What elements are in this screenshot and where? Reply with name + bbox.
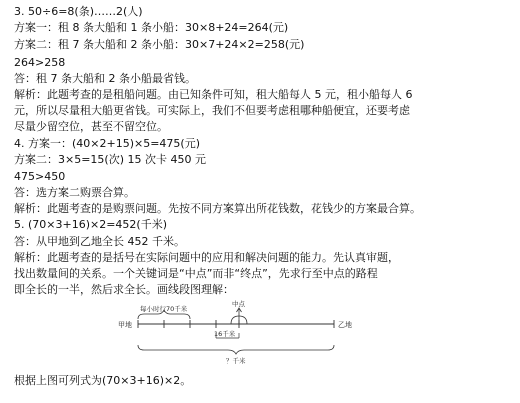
total-brace: [138, 345, 334, 354]
footer-line: 根据上图可列式为(70×3+16)×2。: [14, 374, 192, 387]
extra-label: 16千米: [214, 330, 236, 338]
text-line: 答：租 7 条大船和 2 条小船最省钱。: [14, 72, 196, 85]
text-line: 264>258: [14, 56, 66, 69]
text-line: 尽量少留空位，甚至不留空位。: [14, 120, 168, 133]
text-line: 解析：此题考查的是括号在实际问题中的应用和解决问题的能力。先认真审题，: [14, 251, 399, 264]
speed-label: 每小时行70千米: [140, 305, 188, 313]
text-line: 答：从甲地到乙地全长 452 千米。: [14, 235, 185, 248]
text-line: 4. 方案一：(40×2+15)×5=475(元): [14, 137, 201, 150]
text-line: 方案二：租 7 条大船和 2 条小船：30×7+24×2=258(元): [14, 38, 305, 51]
start-label: 甲地: [118, 321, 132, 329]
text-line: 方案一：租 8 条大船和 1 条小船：30×8+24=264(元): [14, 21, 289, 34]
total-label: ？千米: [226, 357, 246, 365]
text-line: 方案二：3×5=15(次) 15 次卡 450 元: [14, 153, 206, 166]
end-label: 乙地: [338, 321, 352, 329]
text-line: 475>450: [14, 170, 66, 183]
line-segment-diagram: [118, 297, 418, 365]
text-line: 即全长的一半，然后求全长。画线段图理解：: [14, 283, 234, 296]
text-line: 解析：此题考查的是租船问题。由已知条件可知，租大船每人 5 元，租小船每人 6: [14, 88, 413, 101]
text-line: 5. (70×3+16)×2=452(千米): [14, 218, 168, 231]
text-line: 元，所以尽量租大船更省钱。可实际上，我们不但要考虑租哪种船便宜，还要考虑: [14, 104, 410, 117]
text-line: 3. 50÷6=8(条)……2(人): [14, 5, 143, 18]
text-line: 答：选方案二购票合算。: [14, 186, 135, 199]
midpoint-label: 中点: [232, 300, 245, 308]
text-line: 找出数量间的关系。一个关键词是“中点”而非“终点”，先求行至中点的路程: [14, 267, 378, 280]
text-line: 解析：此题考查的是购票问题。先按不同方案算出所花钱数，花钱少的方案最合算。: [14, 202, 421, 215]
